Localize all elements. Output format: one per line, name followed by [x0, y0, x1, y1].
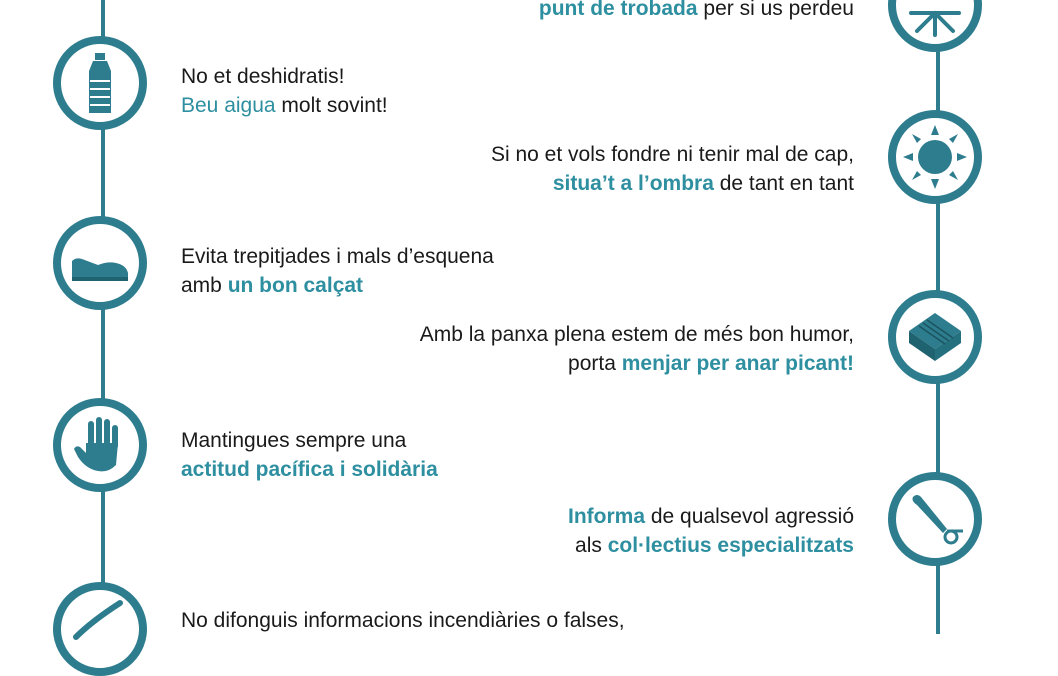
tip-report-highlight1: Informa [568, 505, 646, 528]
lunchbox-icon [903, 305, 967, 369]
meeting-point-icon [903, 0, 967, 37]
shoe-icon [68, 231, 132, 295]
tip-shoes-line1: Evita trepitjades i mals d’esquena [181, 245, 494, 268]
tip-water-highlight: Beu aigua [181, 94, 276, 117]
shade-circle [888, 110, 982, 204]
tip-rumors-line1: No difonguis informacions incendiàries o falses, [181, 609, 625, 632]
sun-icon [903, 125, 967, 189]
shoes-circle [53, 216, 147, 310]
tip-shade [491, 140, 854, 198]
tip-attitude [181, 426, 438, 484]
meeting-point-circle [888, 0, 982, 52]
tip-food-line1: Amb la panxa plena estem de més bon humor, [419, 323, 854, 346]
tip-shade-highlight: situa’t a l’ombra [552, 172, 714, 195]
tip-meeting-highlight: punt de trobada [538, 0, 698, 20]
tip-rumors [181, 606, 625, 635]
tip-report-highlight2: col·lectius especialitzats [607, 534, 854, 557]
tip-water-line1: No et deshidratis! [181, 65, 345, 88]
tip-shade-text: de tant en tant [713, 172, 854, 195]
food-circle [888, 290, 982, 384]
rumors-circle [53, 582, 147, 676]
whistle-icon [903, 487, 967, 551]
report-circle [888, 472, 982, 566]
tip-water [181, 62, 388, 120]
tip-meeting-point [539, 0, 854, 23]
tip-shoes [181, 242, 494, 300]
tip-report-pre2: als [575, 534, 608, 557]
tip-water-text: molt sovint! [275, 94, 388, 117]
hand-icon [68, 413, 132, 477]
tip-food-pre: porta [568, 352, 622, 375]
attitude-circle [53, 398, 147, 492]
water-circle [53, 36, 147, 130]
tip-attitude-line1: Mantingues sempre una [181, 429, 407, 452]
tip-food [420, 320, 854, 378]
tip-attitude-highlight: actitud pacífica i solidària [181, 458, 438, 481]
tip-report-text1: de qualsevol agressió [645, 505, 854, 528]
tip-food-highlight: menjar per anar picant! [621, 352, 854, 375]
tip-shoes-pre: amb [181, 274, 228, 297]
tip-shade-line1: Si no et vols fondre ni tenir mal de cap, [490, 143, 854, 166]
tip-report [568, 502, 854, 560]
water-bottle-icon [68, 51, 132, 115]
tip-meeting-text: per si us perdeu [697, 0, 854, 20]
tip-shoes-highlight: un bon calçat [227, 274, 364, 297]
fire-icon [68, 597, 132, 661]
